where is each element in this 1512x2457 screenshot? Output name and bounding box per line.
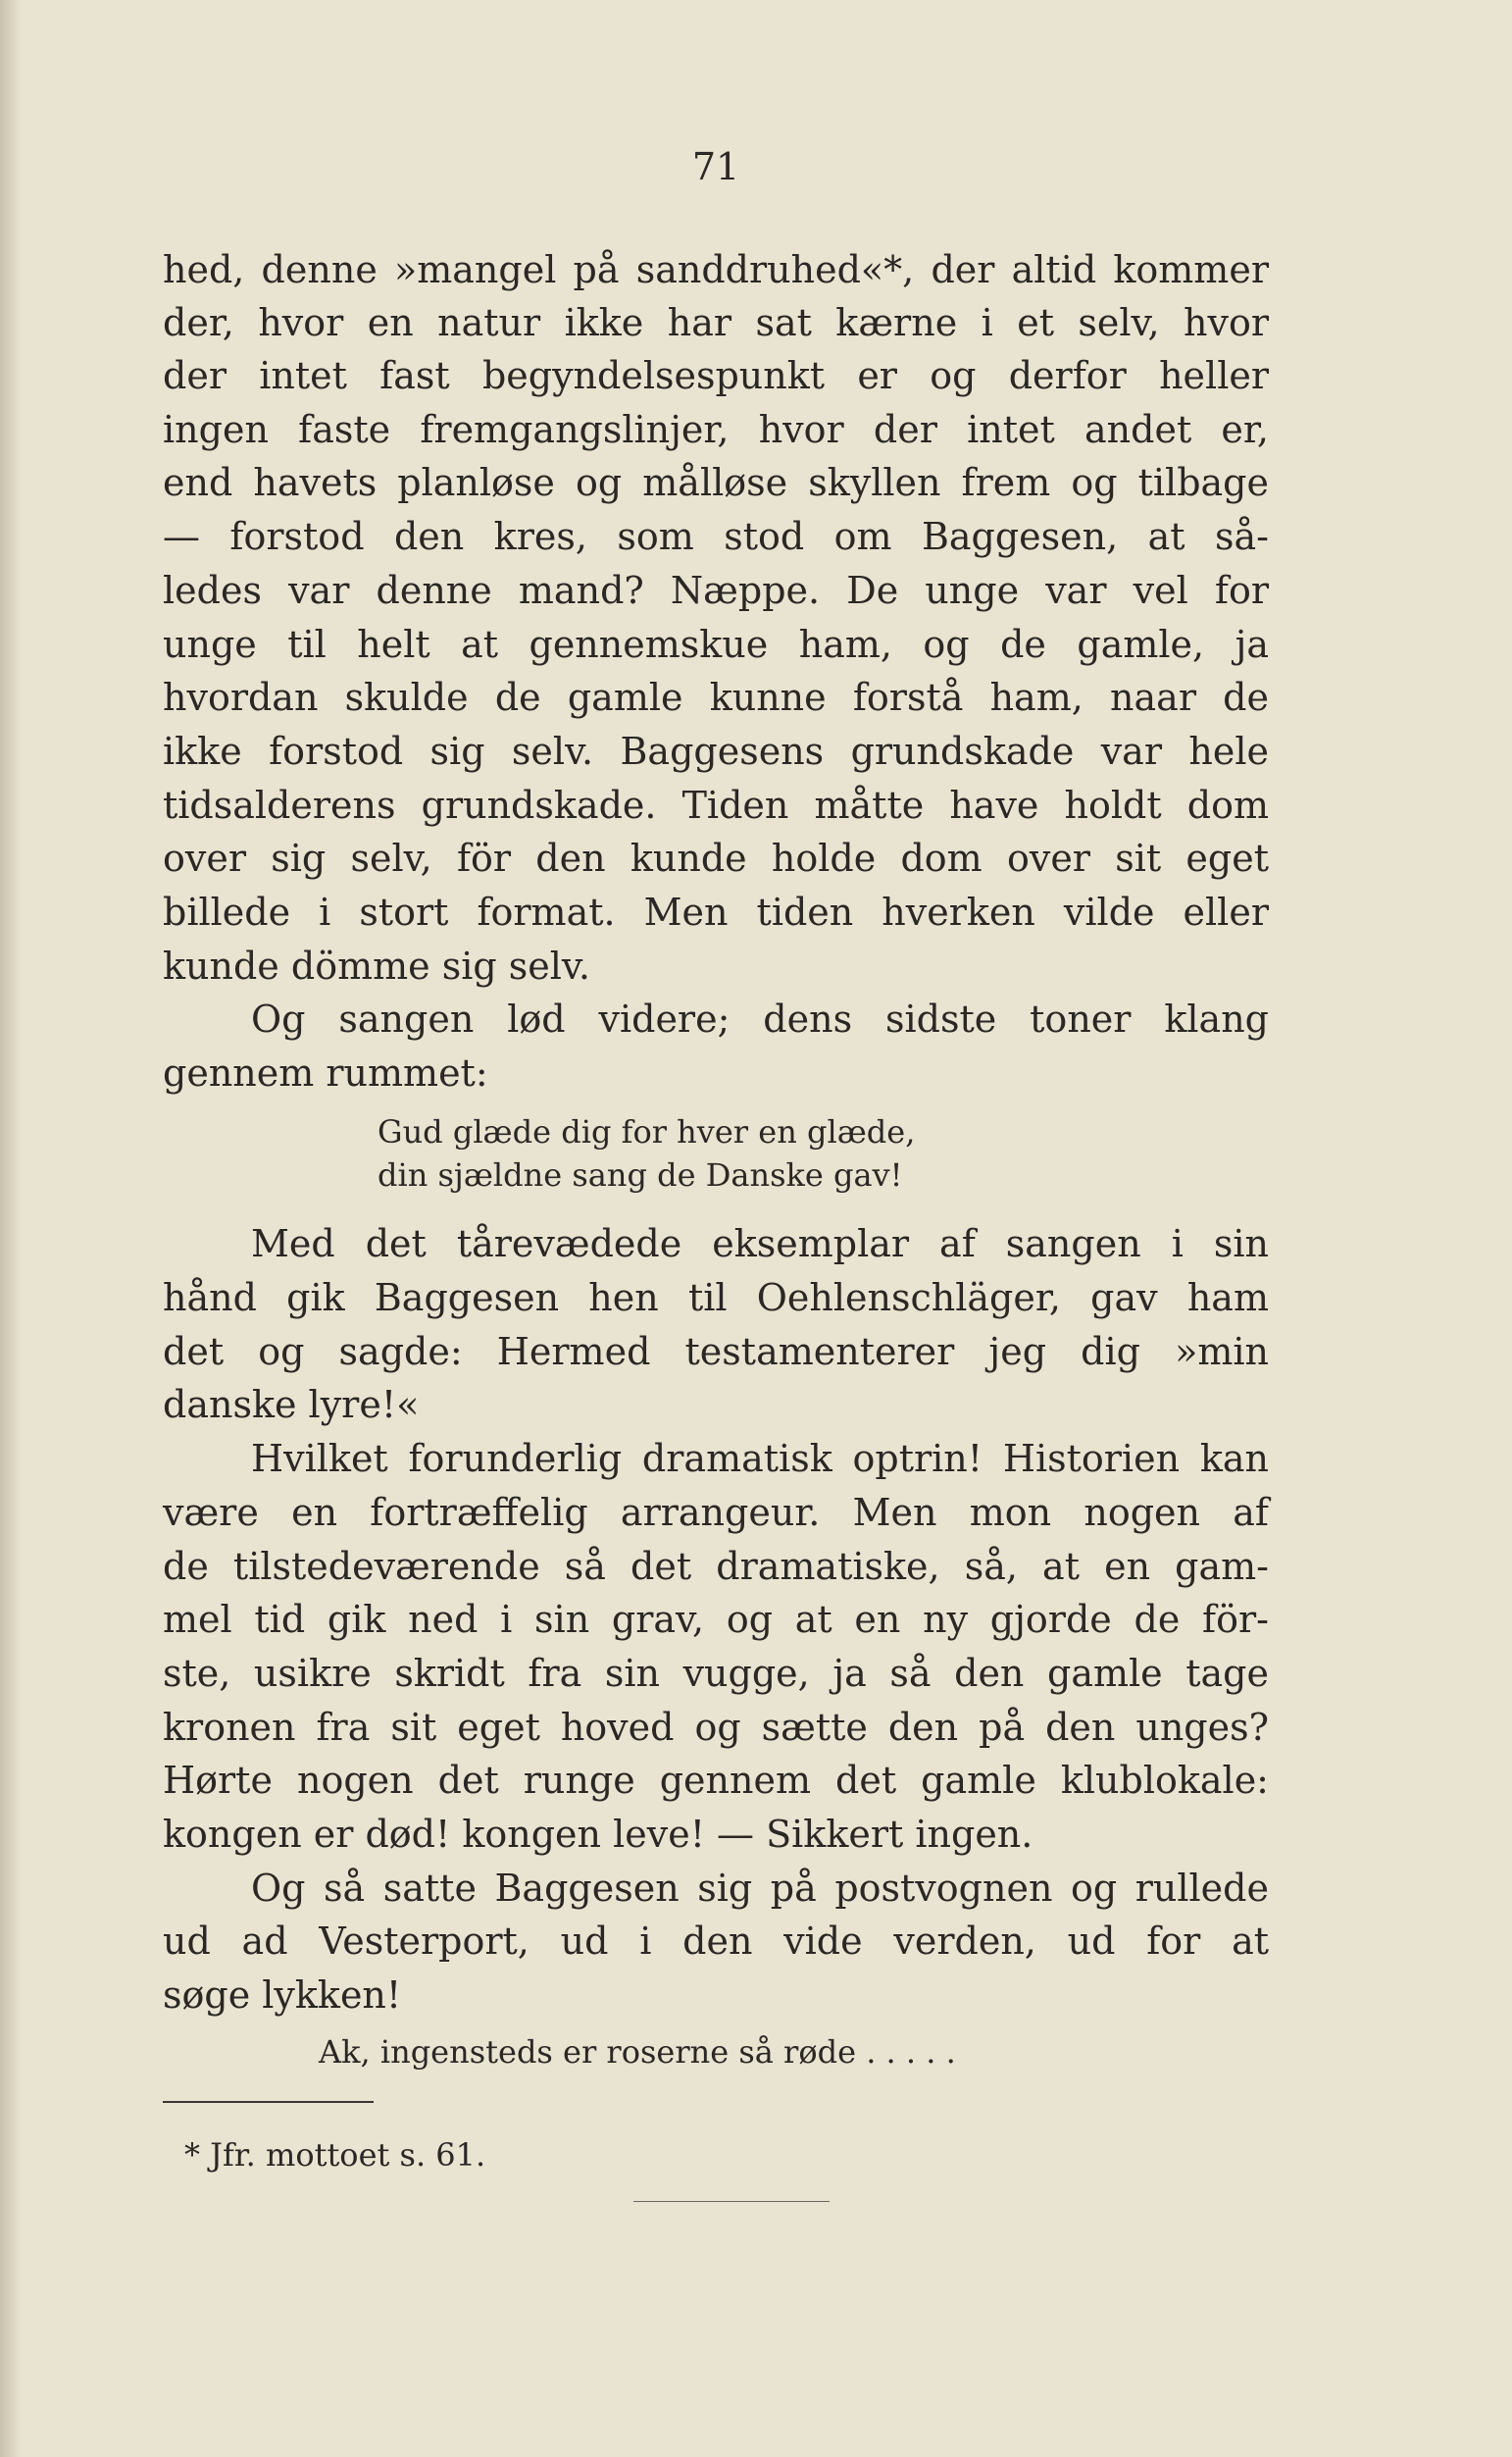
text-line: ste, usikre skridt fra sin vugge, ja så den gamle tage xyxy=(163,1652,1269,1695)
text-line: der, hvor en natur ikke har sat kærne i et selv, hvor xyxy=(163,301,1269,344)
text-line: Hvilket forunderlig dramatisk optrin! Historien kan xyxy=(251,1437,1269,1480)
text-line: kunde dömme sig selv. xyxy=(163,945,590,988)
text-line: tidsalderens grundskade. Tiden måtte have holdt dom xyxy=(163,784,1269,827)
text-line: end havets planløse og målløse skyllen frem og tilbage xyxy=(163,461,1269,504)
closing-verse: Ak, ingensteds er roserne så røde . . . . . xyxy=(319,2033,956,2071)
text-line: der intet fast begyndelsespunkt er og derfor heller xyxy=(163,354,1269,397)
bottom-rule xyxy=(633,2201,830,2202)
text-line: ledes var denne mand? Næppe. De unge var vel for xyxy=(163,569,1269,612)
text-line: Og sangen lød videre; dens sidste toner klang xyxy=(251,998,1269,1041)
text-line: være en fortræffelig arrangeur. Men mon nogen af xyxy=(163,1491,1269,1534)
page-edge xyxy=(0,0,22,2457)
text-line: hed, denne »mangel på sanddruhed«*, der altid kommer xyxy=(163,248,1269,291)
text-line: — forstod den kres, som stod om Baggesen, at så- xyxy=(163,515,1269,558)
text-line: ingen faste fremgangslinjer, hvor der intet andet er, xyxy=(163,408,1269,451)
text-line: ud ad Vesterport, ud i den vide verden, ud for at xyxy=(163,1920,1269,1963)
text-line: det og sagde: Hermed testamenterer jeg dig »min xyxy=(163,1330,1269,1373)
text-line: unge til helt at gennemskue ham, og de gamle, ja xyxy=(163,623,1269,666)
text-line: kongen er død! kongen leve! — Sikkert ingen. xyxy=(163,1813,1033,1856)
text-line: danske lyre!« xyxy=(163,1383,420,1426)
footnote-rule xyxy=(163,2101,374,2103)
text-line: Og så satte Baggesen sig på postvognen og rullede xyxy=(251,1867,1269,1910)
text-line: gennem rummet: xyxy=(163,1051,488,1095)
text-line: hvordan skulde de gamle kunne forstå ham, naar de xyxy=(163,676,1269,719)
text-line: ikke forstod sig selv. Baggesens grundskade var hele xyxy=(163,730,1269,773)
text-line: søge lykken! xyxy=(163,1973,402,2017)
text-line: de tilstedeværende så det dramatiske, så, at en gam- xyxy=(163,1545,1269,1588)
footnote: * Jfr. mottoet s. 61. xyxy=(184,2136,486,2174)
text-line: hånd gik Baggesen hen til Oehlenschläger, gav ham xyxy=(163,1276,1269,1319)
text-line: billede i stort format. Men tiden hverken vilde eller xyxy=(163,891,1269,934)
text-line: Med det tårevædede eksemplar af sangen i sin xyxy=(251,1222,1269,1265)
verse-line: Gud glæde dig for hver en glæde, xyxy=(378,1113,916,1151)
page-number: 71 xyxy=(691,145,740,188)
text-line: kronen fra sit eget hoved og sætte den på den unges? xyxy=(163,1706,1269,1749)
text-line: over sig selv, för den kunde holde dom over sit eget xyxy=(163,837,1269,880)
text-line: mel tid gik ned i sin grav, og at en ny gjorde de för- xyxy=(163,1598,1269,1641)
text-line: Hørte nogen det runge gennem det gamle klublokale: xyxy=(163,1759,1269,1802)
verse-line: din sjældne sang de Danske gav! xyxy=(378,1156,903,1194)
